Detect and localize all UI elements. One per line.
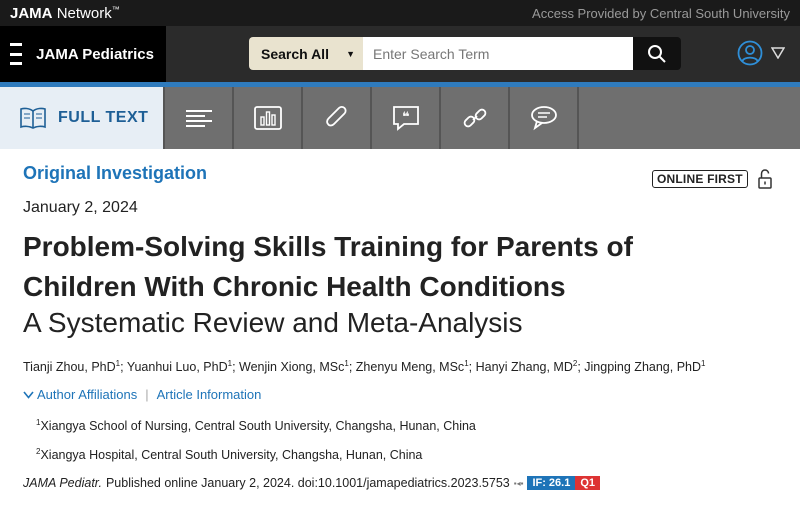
article-header: [0, 149, 800, 490]
search-icon: [647, 44, 667, 64]
author-link[interactable]: Hanyi Zhang, $MD^2$: [475, 359, 578, 375]
tab-outline[interactable]: [163, 87, 232, 149]
jama-network-logo[interactable]: JAMA Network™: [10, 4, 120, 22]
journal-name[interactable]: JAMA Pediatrics: [36, 45, 154, 63]
chevron-down-icon[interactable]: [771, 47, 785, 59]
journal-logo-area: [0, 26, 166, 82]
external-link-icon[interactable]: ▪◂▪: [513, 478, 524, 488]
book-icon: [20, 107, 46, 129]
author-affiliations-link[interactable]: Author Affiliations: [37, 387, 138, 403]
title-line-1: Problem-Solving Skills Training for Parents of: [23, 231, 633, 262]
link-icon: [462, 105, 488, 131]
unlock-icon: [758, 169, 772, 189]
chevron-down-icon: [23, 391, 34, 399]
search-bar: [249, 37, 681, 70]
affiliation-1: $^1$Xiangya School of Nursing, Central South University, Changsha, Hunan, China: [36, 418, 476, 434]
impact-factor-badge: IF: 26.1: [527, 476, 575, 490]
author-list: Tianji Zhou, PhD$^1$; Yuanhui Luo, PhD$^1$; Wenjin Xiong, MSc$^1$; Zhenyu Meng, MSc$^1$; Hanyi Zhang, $MD^2$; Jingping Zhang, PhD$^1$: [23, 359, 706, 375]
svg-text:❝: ❝: [401, 110, 410, 125]
site-header: [0, 26, 800, 82]
link-separator: |: [145, 387, 149, 403]
search-input[interactable]: [363, 37, 633, 70]
article-links: [23, 387, 800, 402]
outline-icon: [185, 108, 213, 128]
publication-date: January 2, 2024: [23, 199, 138, 216]
comments-icon: [530, 105, 558, 131]
caret-down-icon: ▼: [346, 48, 355, 59]
search-scope-select[interactable]: Search All ▼: [249, 37, 363, 70]
online-first-badge: ONLINE FIRST: [652, 170, 748, 188]
tab-figures[interactable]: [232, 87, 301, 149]
article-information-link[interactable]: Article Information: [156, 387, 262, 403]
online-first-area: [652, 169, 772, 189]
author-link[interactable]: Tianji Zhou, PhD$^1$: [23, 359, 121, 375]
citation-line: [23, 476, 800, 490]
tab-bar-fill: [577, 87, 800, 149]
article-title: [23, 227, 800, 307]
tab-link[interactable]: [439, 87, 508, 149]
tab-supplemental[interactable]: [301, 87, 370, 149]
citation-text: Published online January 2, 2024. doi:10.1001/jamapediatrics.2023.5753: [105, 476, 510, 491]
figures-icon: [254, 106, 282, 130]
article-subtitle: A Systematic Review and Meta-Analysis: [23, 307, 523, 338]
article-type[interactable]: Original Investigation: [23, 163, 208, 183]
tab-full-text-label: FULL TEXT: [58, 109, 149, 126]
user-icon[interactable]: [737, 40, 763, 66]
affiliation-2: $^2$Xiangya Hospital, Central South University, Changsha, Hunan, China: [36, 447, 423, 463]
tab-full-text[interactable]: [0, 87, 163, 149]
article-tabs: [0, 87, 800, 149]
top-bar: [0, 0, 800, 26]
search-button[interactable]: [633, 37, 681, 70]
tab-comments[interactable]: [508, 87, 577, 149]
quartile-badge: Q1: [575, 476, 600, 490]
attachment-icon: [324, 105, 350, 131]
tab-cite[interactable]: [370, 87, 439, 149]
quote-icon: [392, 105, 420, 131]
menu-icon[interactable]: [10, 43, 22, 65]
author-link[interactable]: Jingping Zhang, PhD$^1$: [584, 359, 706, 375]
author-link[interactable]: Zhenyu Meng, MSc$^1$: [355, 359, 469, 375]
access-provided-text: Access Provided by Central South University: [532, 5, 790, 21]
author-link[interactable]: Yuanhui Luo, PhD$^1$: [126, 359, 233, 375]
author-link[interactable]: Wenjin Xiong, MSc$^1$: [239, 359, 349, 375]
title-line-2: Children With Chronic Health Conditions: [23, 271, 566, 302]
citation-journal: JAMA Pediatr.: [23, 476, 102, 491]
user-menu[interactable]: [737, 40, 785, 66]
